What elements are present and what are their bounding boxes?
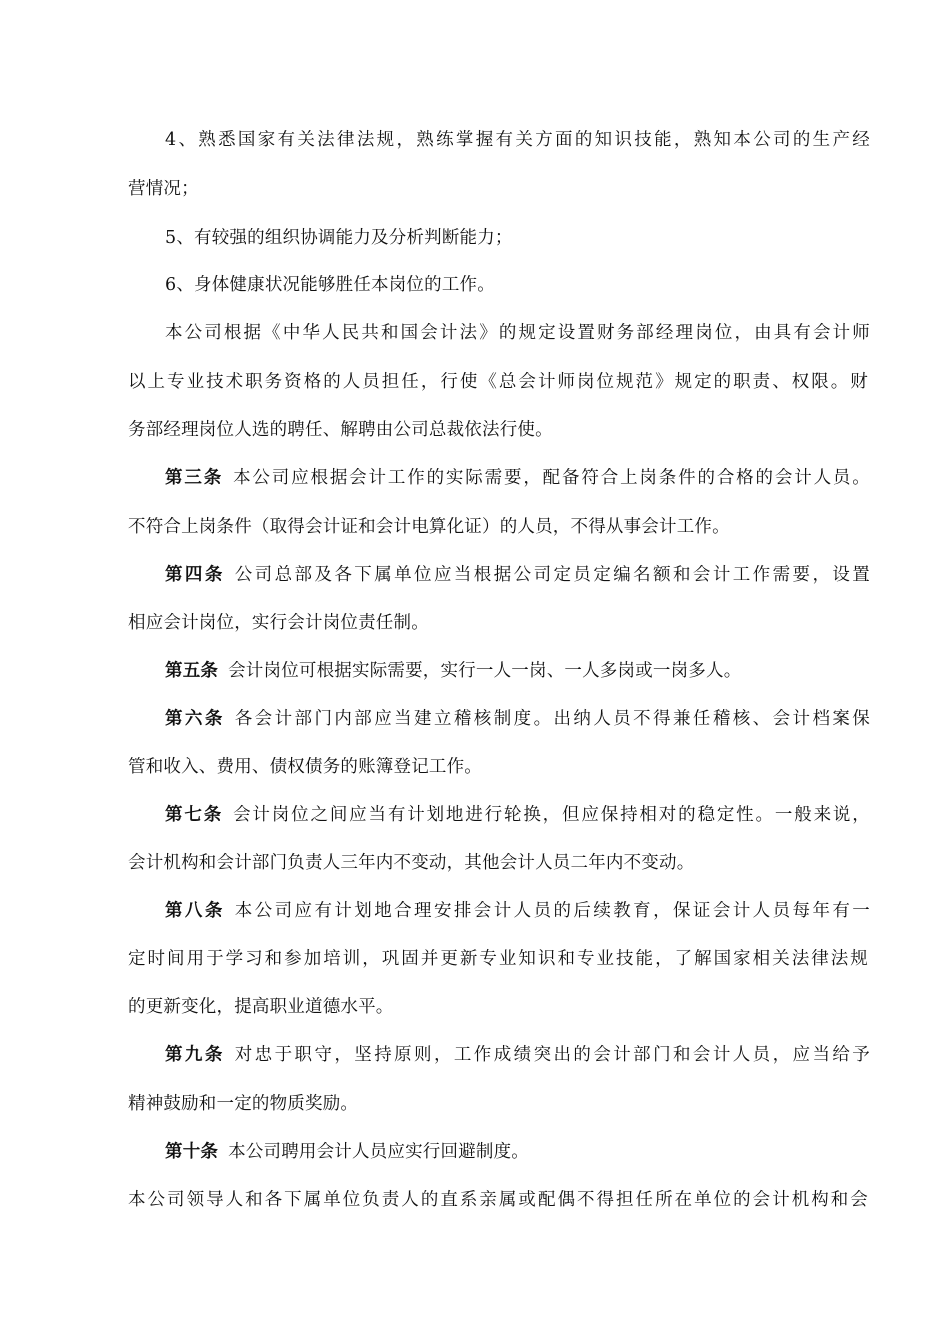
- article-line: 第四条 公司总部及各下属单位应当根据公司定员定编名额和会计工作需要，设置: [165, 565, 870, 585]
- text-line: 营情况；: [128, 179, 199, 199]
- article-number: 第五条: [165, 661, 219, 681]
- text-line: 本公司根据《中华人民共和国会计法》的规定设置财务部经理岗位，由具有会计师: [165, 323, 870, 343]
- article-number: 第七条: [165, 805, 224, 825]
- article-line: 第五条 会计岗位可根据实际需要，实行一人一岗、一人多岗或一岗多人。: [165, 661, 742, 681]
- article-line: 第三条 本公司应根据会计工作的实际需要，配备符合上岗条件的合格的会计人员。: [165, 468, 870, 488]
- article-line: 第十条 本公司聘用会计人员应实行回避制度。: [165, 1142, 530, 1162]
- article-number: 第六条: [165, 709, 225, 729]
- article-number: 第三条: [165, 468, 224, 488]
- article-number: 第八条: [165, 901, 225, 921]
- article-line: 第七条 会计岗位之间应当有计划地进行轮换，但应保持相对的稳定性。一般来说，: [165, 805, 870, 825]
- article-line: 第八条 本公司应有计划地合理安排会计人员的后续教育，保证会计人员每年有一: [165, 901, 870, 921]
- text-line: 的更新变化，提高职业道德水平。: [128, 997, 394, 1017]
- text-line: 定时间用于学习和参加培训，巩固并更新专业知识和专业技能，了解国家相关法律法规: [128, 949, 868, 969]
- article-number: 第十条: [165, 1142, 219, 1162]
- text-line: 会计机构和会计部门负责人三年内不变动，其他会计人员二年内不变动。: [128, 853, 695, 873]
- text-line: 精神鼓励和一定的物质奖励。: [128, 1094, 359, 1114]
- article-number: 第四条: [165, 565, 225, 585]
- text-line: 以上专业技术职务资格的人员担任，行使《总会计师岗位规范》规定的职责、权限。财: [128, 372, 868, 392]
- text-line: 不符合上岗条件（取得会计证和会计电算化证）的人员，不得从事会计工作。: [128, 517, 730, 537]
- text-line: 5、有较强的组织协调能力及分析判断能力；: [165, 228, 513, 248]
- text-line: 务部经理岗位人选的聘任、解聘由公司总裁依法行使。: [128, 420, 553, 440]
- text-line: 本公司领导人和各下属单位负责人的直系亲属或配偶不得担任所在单位的会计机构和会: [128, 1190, 868, 1210]
- article-number: 第九条: [165, 1045, 225, 1065]
- text-line: 管和收入、费用、债权债务的账簿登记工作。: [128, 757, 482, 777]
- text-line: 6、身体健康状况能够胜任本岗位的工作。: [165, 275, 495, 295]
- article-line: 第九条 对忠于职守，坚持原则，工作成绩突出的会计部门和会计人员，应当给予: [165, 1045, 870, 1065]
- text-line: 4、熟悉国家有关法律法规，熟练掌握有关方面的知识技能，熟知本公司的生产经: [165, 130, 870, 150]
- text-line: 相应会计岗位，实行会计岗位责任制。: [128, 613, 429, 633]
- article-line: 第六条 各会计部门内部应当建立稽核制度。出纳人员不得兼任稽核、会计档案保: [165, 709, 870, 729]
